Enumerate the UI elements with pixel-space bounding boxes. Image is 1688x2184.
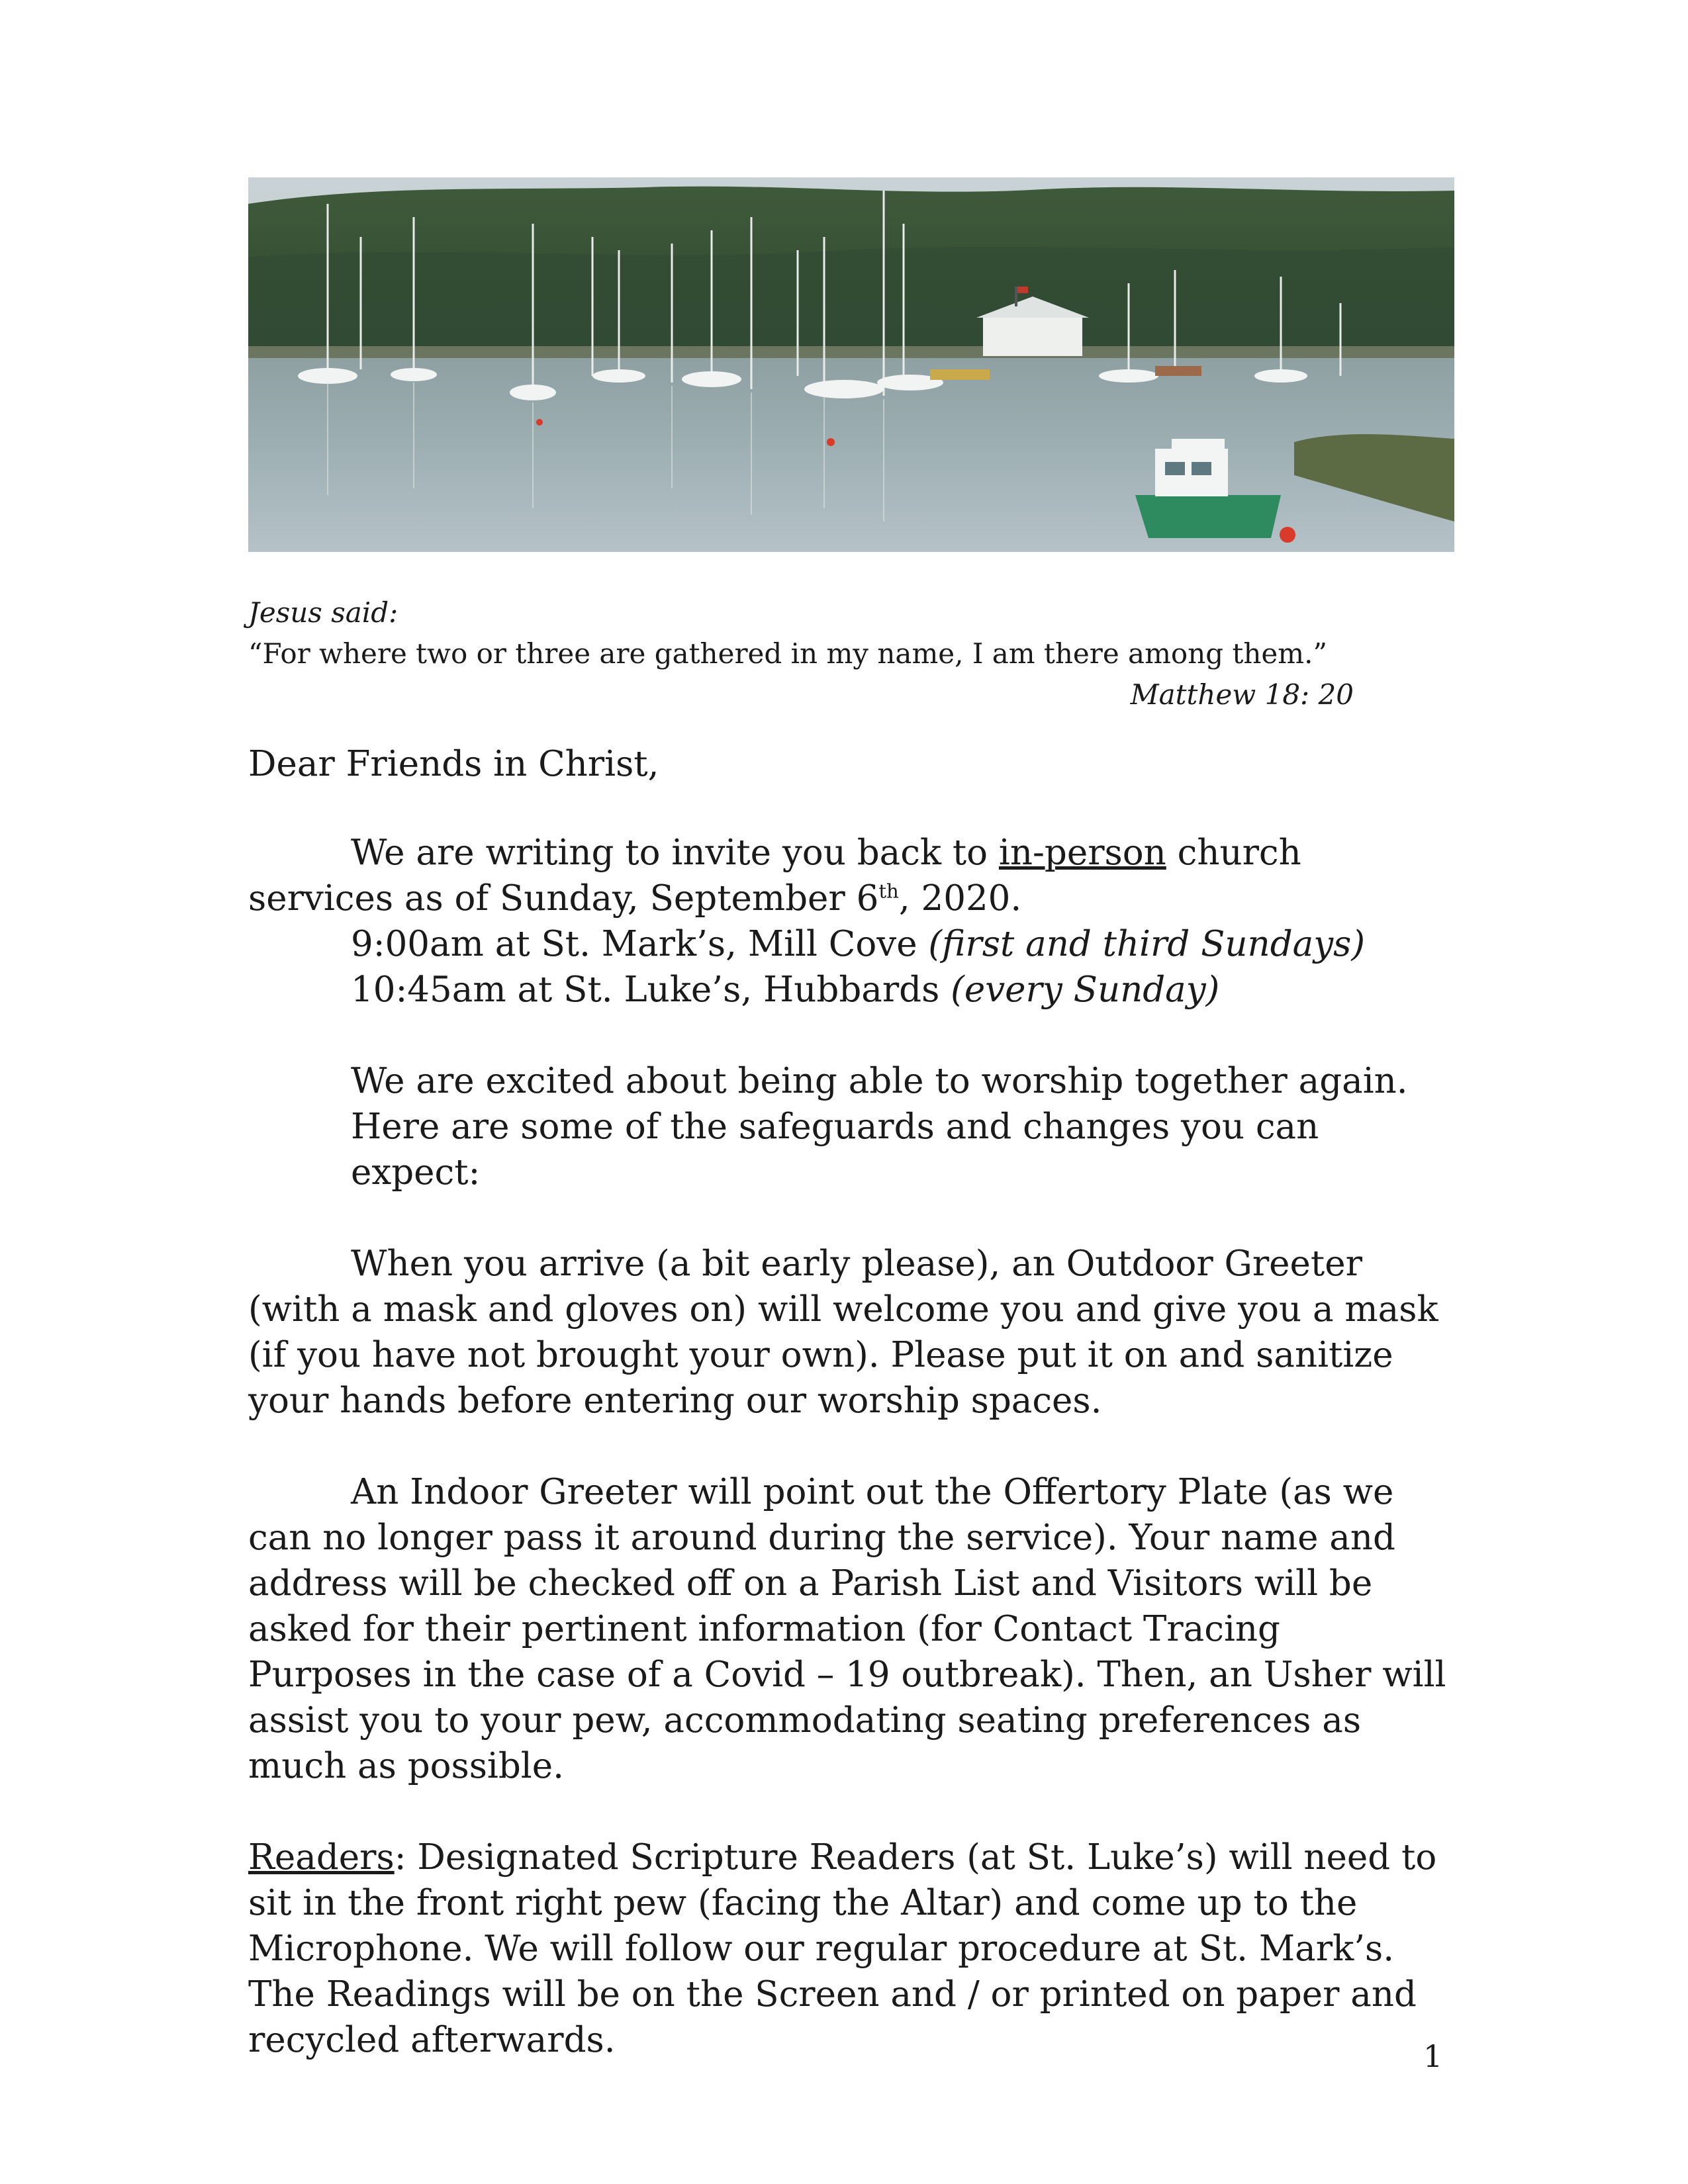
excited-line: We are excited about being able to worship together again. — [351, 1061, 1408, 1101]
letter-body — [248, 741, 1446, 2063]
readers-paragraph — [248, 1835, 1446, 2063]
indoor-greeter-paragraph: An Indoor Greeter will point out the Offertory Plate (as we can no longer pass it around during the service). Your name and address will be checked off on a Parish List and Visitors will be asked for their pertinent information (for Contact Tracing Purposes in the case of a Covid – 19 outbreak). Then, an Usher will assist you to your pew, accommodating seating preferences as much as possible. — [248, 1472, 1446, 1786]
harbour-photo — [248, 177, 1454, 552]
salutation: Dear Friends in Christ, — [248, 744, 659, 784]
readers-heading: Readers — [248, 1837, 395, 1878]
arrival-paragraph: When you arrive (a bit early please), an Outdoor Greeter (with a mask and gloves on) will welcome you and give you a mask (if you have not brought your own). Please put it on and sanitize your hands before entering our worship spaces. — [248, 1244, 1438, 1421]
service-time-st-marks — [248, 921, 1446, 967]
invitation-text-end: , 2020. — [898, 878, 1022, 919]
harbour-sailboats-image — [248, 177, 1454, 552]
in-person-emphasis: in-person — [998, 833, 1166, 873]
epigraph-intro: Jesus said: — [248, 596, 399, 629]
invitation-text-start: We are writing to invite you back to — [351, 833, 999, 873]
invitation-text-mid: church services as of Sunday, September 6 — [248, 833, 1301, 919]
safeguards-line: Here are some of the safeguards and changes you can expect: — [351, 1107, 1319, 1193]
service1-note: (first and third Sundays) — [928, 924, 1366, 964]
epigraph-reference: Matthew 18: 20 — [1130, 678, 1354, 711]
page-number: 1 — [1423, 2038, 1443, 2074]
epigraph — [248, 592, 1374, 715]
service-time-st-lukes — [248, 967, 1446, 1013]
invitation-paragraph — [248, 830, 1446, 921]
service2-note: (every Sunday) — [951, 970, 1220, 1010]
service2-time: 10:45am at St. Luke’s, Hubbards — [351, 970, 951, 1010]
epigraph-quote: “For where two or three are gathered in my name, I am there among them.” — [248, 637, 1327, 670]
readers-text: : Designated Scripture Readers (at St. Luke’s) will need to sit in the front right pew (facing the Altar) and come up to the Microphone. We will follow our regular procedure at St. Mark’s. The Readings will be on the Screen and / or printed on paper and recycled afterwards. — [248, 1837, 1437, 2060]
service1-time: 9:00am at St. Mark’s, Mill Cove — [351, 924, 929, 964]
date-ordinal-suffix: th — [878, 880, 899, 903]
